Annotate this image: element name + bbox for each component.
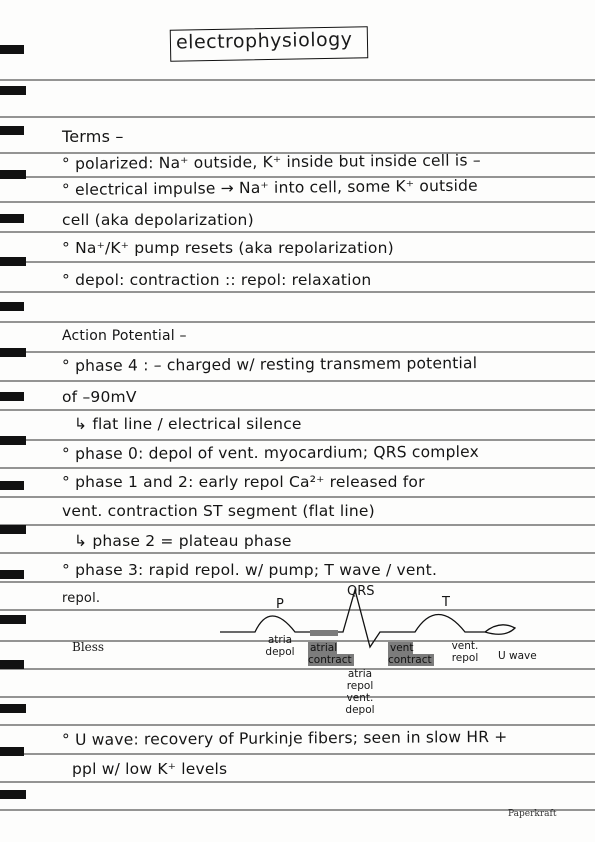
note-pump: ° Na⁺/K⁺ pump resets (aka repolarization) (62, 239, 394, 257)
note-phase12-cont: vent. contraction ST segment (flat line) (62, 502, 375, 520)
note-depol: ° depol: contraction :: repol: relaxation (62, 271, 372, 289)
brand-label: Paperkraft (508, 809, 557, 819)
heading-terms: Terms – (62, 127, 124, 146)
note-phase12: ° phase 1 and 2: early repol Ca²⁺ released for (62, 473, 425, 491)
heading-action-potential: Action Potential – (62, 328, 187, 344)
ecg-label-vent-repol: vent. repol (451, 640, 479, 664)
ecg-label-atrial-contract: atrial contract (308, 642, 352, 666)
note-impulse: ° electrical impulse → Na⁺ into cell, some K⁺ outside (61, 176, 478, 199)
note-u-wave: ° U wave: recovery of Purkinje fibers; seen in slow HR + (61, 727, 508, 749)
ecg-label-u-wave: U wave (498, 650, 537, 662)
ecg-label-vent-contract: vent contract (388, 642, 432, 666)
ecg-label-atria-depol: atria depol (265, 634, 295, 658)
note-phase4-cont: of –90mV (62, 388, 137, 406)
note-flatline: ↳ flat line / electrical silence (74, 415, 302, 433)
ecg-label-p: P (276, 597, 284, 612)
note-impulse-cont: cell (aka depolarization) (62, 211, 254, 229)
note-phase3-cont: repol. (62, 591, 101, 606)
note-polarized: ° polarized: Na⁺ outside, K⁺ inside but inside cell is – (61, 151, 481, 173)
note-plateau: ↳ phase 2 = plateau phase (74, 532, 292, 550)
note-phase0: ° phase 0: depol of vent. myocardium; QRS complex (61, 442, 480, 463)
note-phase4: ° phase 4 : – charged w/ resting transmem potential (61, 354, 478, 375)
ecg-label-qrs: QRS (347, 584, 375, 599)
note-u-wave-cont: ppl w/ low K⁺ levels (72, 760, 228, 778)
ecg-label-atria-repol: atria repol vent. depol (345, 668, 375, 716)
signature: Bless (72, 640, 105, 654)
ecg-label-t: T (442, 595, 450, 610)
spiral-binding (0, 45, 26, 799)
page-title: electrophysiology (175, 28, 353, 54)
note-phase3: ° phase 3: rapid repol. w/ pump; T wave / vent. (62, 561, 438, 579)
